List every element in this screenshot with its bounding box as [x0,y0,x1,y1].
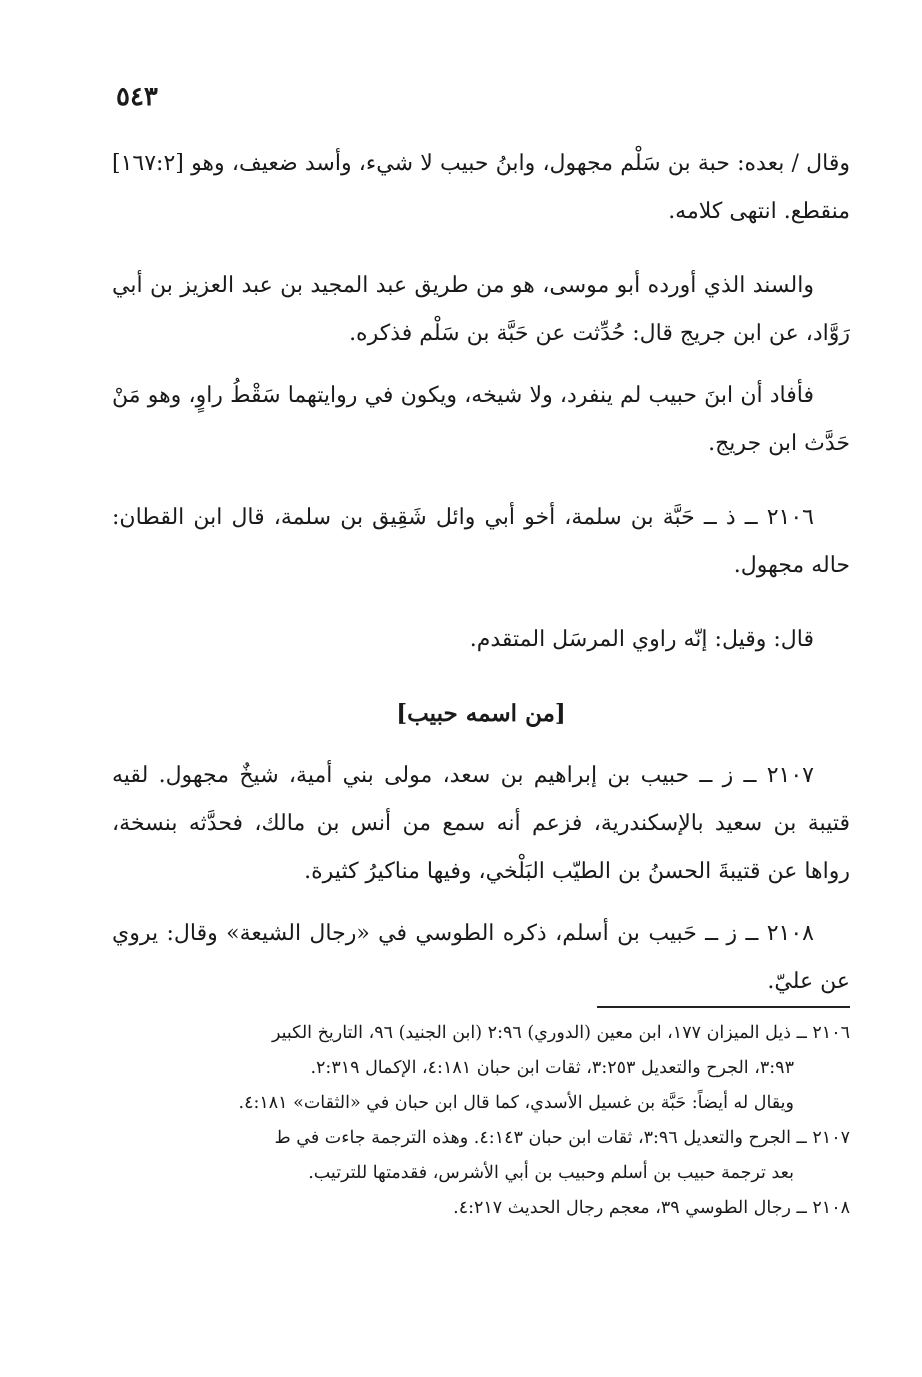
entry-2107: ٢١٠٧ ــ ز ــ حبيب بن إبراهيم بن سعد، مولى بني أمية، شيخٌ مجهول. لقيه قتيبة بن سعيد بالإسكندرية، فزعم أنه سمع من أنس بن مالك، فحدَّثه بنسخة، رواها عن قتيبةَ الحسنُ بن الطيّب البَلْخي، وفيها مناكيرُ كثيرة. [112,763,850,884]
paragraph-note-2106: قال: وقيل: إنّه راوي المرسَل المتقدم. [469,627,814,652]
section-heading: [من اسمه حبيب] [396,700,566,727]
footnote-2106-line: ٣:٩٣، الجرح والتعديل ٣:٢٥٣، ثقات ابن حبان ٤:١٨١، الإكمال ٢:٣١٩. [310,1058,794,1078]
footnote-2107-line: ٢١٠٧ ــ الجرح والتعديل ٣:٩٦، ثقات ابن حبان ٤:١٤٣. وهذه الترجمة جاءت في ط [274,1128,850,1148]
footnote-2106-line: ويقال له أيضاً: حَبَّة بن غسيل الأسدي، كما قال ابن حبان في «الثقات» ٤:١٨١. [238,1093,794,1113]
page-number: ٥٤٣ [116,82,158,112]
entry-2106: ٢١٠٦ ــ ذ ــ حَبَّة بن سلمة، أخو أبي وائل شَقِيق بن سلمة، قال ابن القطان: حاله مجهول. [112,505,850,578]
footnote-divider [597,1006,850,1008]
paragraph-isnad: والسند الذي أورده أبو موسى، هو من طريق عبد المجيد بن عبد العزيز بن أبي رَوَّاد، عن ابن جريج قال: حُدِّثت عن حَبَّة بن سَلْم فذكره. [112,273,850,346]
footnote-2107-line: بعد ترجمة حبيب بن أسلم وحبيب بن أبي الأشرس، فقدمتها للترتيب. [308,1163,794,1183]
main-text [112,140,850,1006]
paragraph-quote-end: وقال / بعده: حبة بن سَلْم مجهول، وابنُ حبيب لا شيء، وأسد ضعيف، وهو [١٦٧:٢] منقطع. انتهى كلامه. [112,151,850,224]
footnotes [112,1016,850,1226]
paragraph-conclusion: فأفاد أن ابنَ حبيب لم ينفرد، ولا شيخه، ويكون في روايتهما سَقْطُ راوٍ، وهو مَنْ حَدَّث ابن جريج. [112,383,850,456]
footnote-2106-line: ٢١٠٦ ــ ذيل الميزان ١٧٧، ابن معين (الدوري) ٢:٩٦ (ابن الجنيد) ٩٦، التاريخ الكبير [271,1023,850,1043]
footnote-2108-line: ٢١٠٨ ــ رجال الطوسي ٣٩، معجم رجال الحديث ٤:٢١٧. [453,1198,850,1218]
entry-2108: ٢١٠٨ ــ ز ــ حَبيب بن أسلم، ذكره الطوسي في «رجال الشيعة» وقال: يروي عن عليّ. [112,921,850,994]
